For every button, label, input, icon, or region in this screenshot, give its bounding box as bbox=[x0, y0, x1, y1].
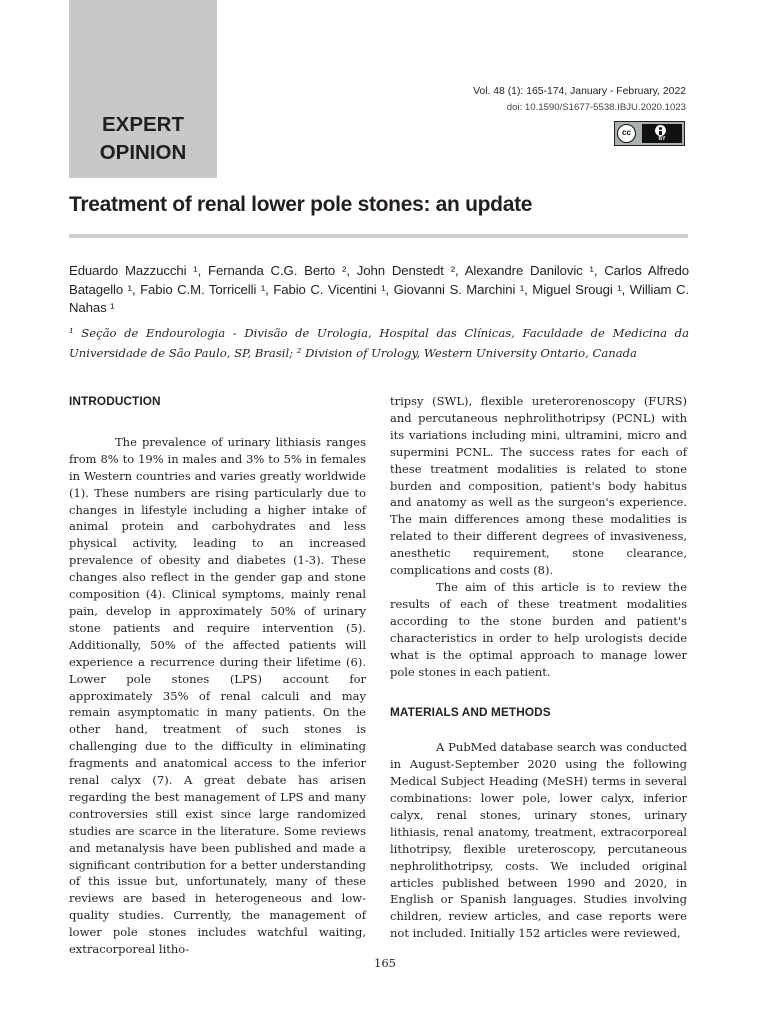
article-title: Treatment of renal lower pole stones: an update bbox=[69, 193, 533, 216]
section-tab-line2: OPINION bbox=[99, 141, 187, 164]
by-label: BY bbox=[658, 136, 666, 142]
page-number: 165 bbox=[374, 956, 396, 970]
right-column bbox=[390, 393, 687, 942]
section-tab-line1: EXPERT bbox=[101, 113, 185, 136]
cc-by-icon[interactable] bbox=[614, 121, 685, 146]
methods-paragraph-1: A PubMed database search was conducted in August-September 2020 using the following Medical Subject Heading (MeSH) terms in several combinations: lower pole, lower calyx, inferior calyx, renal stones, urinary stones, urinary lithiasis, renal anatomy, treatment, extracorporeal lithotripsy, flexible ureteroscopy, percutaneous nephrolithotripsy, costs. We included original articles published between 1990 and 2020, in English or Spanish languages. Studies involving children, review articles, and case reports were not included. Initially 152 articles were reviewed, bbox=[390, 740, 687, 941]
intro-paragraph-3: The aim of this article is to review the results of each of these treatment modalities according to the stone burden and patient's characteristics in order to help urologists decide what is the optimal approach to manage lower pole stones in each patient. bbox=[390, 579, 687, 679]
methods-heading: MATERIALS AND METHODS bbox=[390, 705, 551, 720]
title-divider bbox=[69, 234, 688, 238]
intro-paragraph-1: The prevalence of urinary lithiasis ranges from 8% to 19% in males and 3% to 5% in females in Western countries and varies greatly worldwide (1). These numbers are rising particularly due to changes in lifestyle including a higher intake of animal protein and carbohydrates and less physical activity, leading to an increased prevalence of obesity and diabetes (1-3). These changes also reflect in the gender gap and stone composition (4). Clinical symptoms, mainly renal pain, develop in approximately 50% of urinary stone patients and require intervention (5). Additionally, 50% of the affected patients will experience a recurrence during their lifetime (6). Lower pole stones (LPS) account for approximately 35% of renal calculi and may remain asymptomatic in many patients. On the other hand, treatment of such stones is challenging due to the difficulty in eliminating fragments and anatomical access to the inferior renal calyx (7). A great debate has arisen regarding the best management of LPS and many controversies still exist since large randomized studies are scarce in the literature. Some reviews and metanalysis have been published and made a significant contribution for a better understanding of this issue but, unfortunately, many of these reviews are based in heterogeneous and low-quality studies. Currently, the management of lower pole stones includes watchful waiting, extracorporeal litho- bbox=[69, 434, 366, 957]
left-column bbox=[69, 393, 366, 958]
citation-meta bbox=[473, 85, 686, 115]
cc-icon: cc bbox=[617, 124, 636, 143]
attribution-person-icon bbox=[655, 125, 666, 136]
by-icon bbox=[642, 124, 682, 143]
section-tab-label bbox=[69, 111, 217, 167]
volume-info: Vol. 48 (1): 165-174, January - February, 2022 bbox=[473, 86, 686, 97]
affiliations: ¹ Seção de Endourologia - Divisão de Urologia, Hospital das Clínicas, Faculdade de Medicina da Universidade de São Paulo, SP, Brasil; ² Division of Urology, Western University Ontario, Canada bbox=[69, 326, 689, 360]
intro-paragraph-2: tripsy (SWL), flexible ureterorenoscopy (FURS) and percutaneous nephrolithotripsy (PCNL) with its variations including mini, ultramini, micro and supermini PCNL. The success rates for each of these treatment modalities is related to stone burden and composition, patient's body habitus and anatomy as well as the surgeon's experience. The main differences among these modalities is related to their different degrees of invasiveness, anesthetic requirement, stone clearance, complications and costs (8). bbox=[390, 394, 687, 578]
doi-link[interactable]: doi: 10.1590/S1677-5538.IBJU.2020.1023 bbox=[506, 102, 686, 113]
section-tab bbox=[69, 0, 217, 178]
introduction-heading: INTRODUCTION bbox=[69, 394, 161, 408]
author-list: Eduardo Mazzucchi ¹, Fernanda C.G. Berto ², John Denstedt ², Alexandre Danilovic ¹, Carlos Alfredo Batagello ¹, Fabio C.M. Torricelli ¹, Fabio C. Vicentini ¹, Giovanni S. Marchini ¹, Miguel Srougi ¹, William C. Nahas ¹ bbox=[69, 263, 689, 315]
